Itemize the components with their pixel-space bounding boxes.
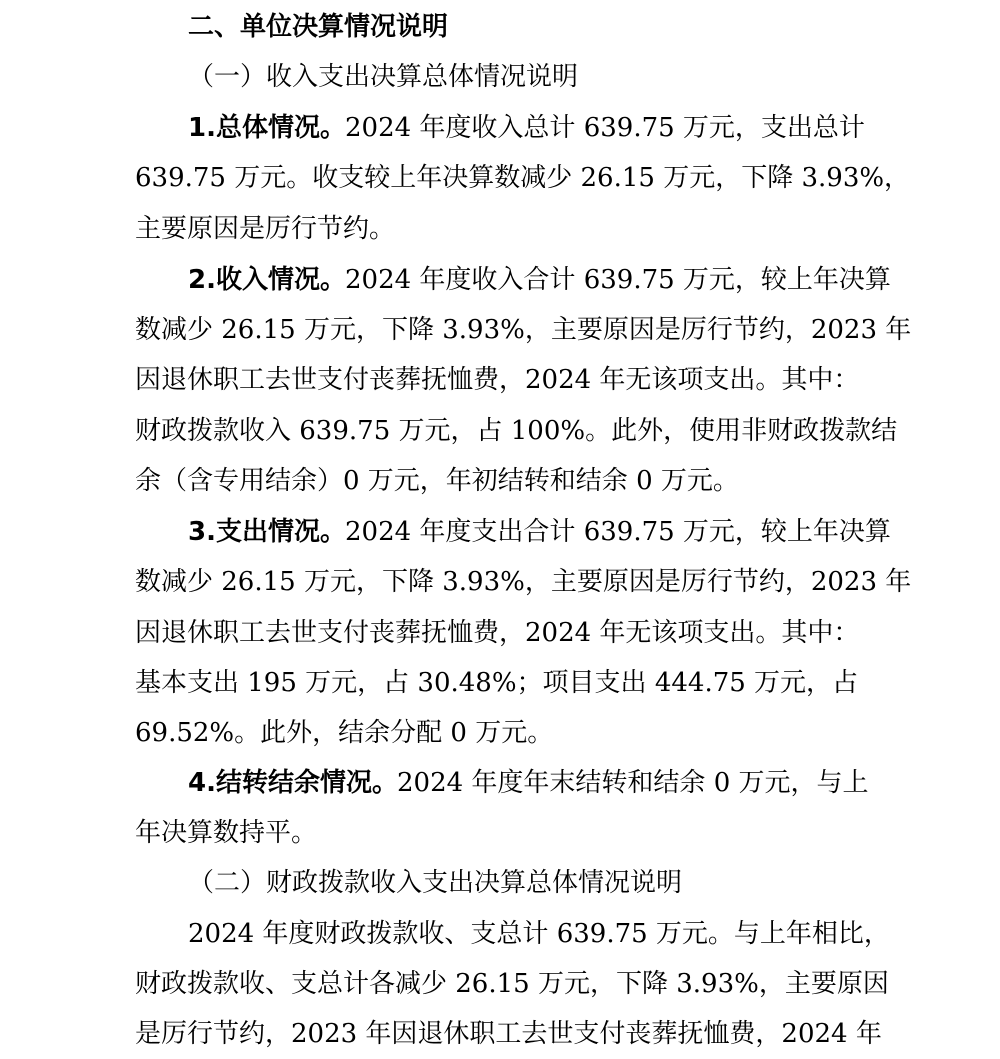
paragraph-line bbox=[0, 153, 1000, 203]
paragraph-text: 69.52%。此外，结余分配 0 万元。 bbox=[135, 718, 554, 748]
paragraph-text: 2024 年度收入合计 639.75 万元，较上年决算 bbox=[345, 265, 891, 295]
paragraph-text: 财政拨款收入 639.75 万元，占 100%。此外，使用非财政拨款结 bbox=[135, 416, 898, 446]
paragraph-line bbox=[0, 1009, 1000, 1059]
paragraph-line bbox=[0, 255, 1000, 305]
paragraph-lead-income: 2.收入情况。 bbox=[188, 265, 346, 295]
paragraph-text: 数减少 26.15 万元，下降 3.93%，主要原因是厉行节约，2023 年 bbox=[135, 315, 912, 345]
paragraph-text: 数减少 26.15 万元，下降 3.93%，主要原因是厉行节约，2023 年 bbox=[135, 567, 912, 597]
paragraph-line bbox=[0, 204, 1000, 254]
subsection-title-1: （一）收入支出决算总体情况说明 bbox=[188, 62, 579, 92]
paragraph-line bbox=[0, 909, 1000, 959]
paragraph-text: 因退休职工去世支付丧葬抚恤费，2024 年无该项支出。其中： bbox=[135, 365, 860, 395]
subsection-title-2: （二）财政拨款收入支出决算总体情况说明 bbox=[188, 868, 683, 898]
subsection-title-line bbox=[0, 52, 1000, 102]
section-title-line bbox=[0, 2, 1000, 52]
subsection-title-line bbox=[0, 858, 1000, 908]
paragraph-line bbox=[0, 758, 1000, 808]
paragraph-line bbox=[0, 959, 1000, 1009]
paragraph-text: 2024 年度支出合计 639.75 万元，较上年决算 bbox=[345, 517, 891, 547]
paragraph-line bbox=[0, 507, 1000, 557]
section-title: 二、单位决算情况说明 bbox=[188, 12, 449, 42]
paragraph-text: 余（含专用结余）0 万元，年初结转和结余 0 万元。 bbox=[135, 466, 739, 496]
paragraph-text: 2024 年度收入总计 639.75 万元，支出总计 bbox=[345, 113, 865, 143]
paragraph-text: 2024 年度财政拨款收、支总计 639.75 万元。与上年相比， bbox=[188, 919, 890, 949]
paragraph-text: 639.75 万元。收支较上年决算数减少 26.15 万元，下降 3.93%， bbox=[135, 163, 911, 193]
paragraph-line bbox=[0, 608, 1000, 658]
paragraph-line bbox=[0, 456, 1000, 506]
paragraph-text: 是厉行节约，2023 年因退休职工去世支付丧葬抚恤费，2024 年 bbox=[135, 1019, 882, 1049]
paragraph-text: 因退休职工去世支付丧葬抚恤费，2024 年无该项支出。其中： bbox=[135, 618, 860, 648]
paragraph-line bbox=[0, 305, 1000, 355]
paragraph-text: 主要原因是厉行节约。 bbox=[135, 214, 396, 244]
paragraph-lead-carryover: 4.结转结余情况。 bbox=[188, 768, 398, 798]
paragraph-line bbox=[0, 557, 1000, 607]
paragraph-text: 2024 年度年末结转和结余 0 万元，与上 bbox=[397, 768, 869, 798]
paragraph-text: 基本支出 195 万元，占 30.48%；项目支出 444.75 万元，占 bbox=[135, 668, 859, 698]
paragraph-line bbox=[0, 808, 1000, 858]
paragraph-line bbox=[0, 708, 1000, 758]
paragraph-lead-expenditure: 3.支出情况。 bbox=[188, 517, 346, 547]
paragraph-lead-overall: 1.总体情况。 bbox=[188, 113, 346, 143]
paragraph-line bbox=[0, 658, 1000, 708]
paragraph-text: 财政拨款收、支总计各减少 26.15 万元，下降 3.93%，主要原因 bbox=[135, 969, 889, 999]
paragraph-line bbox=[0, 406, 1000, 456]
paragraph-line bbox=[0, 103, 1000, 153]
paragraph-text: 年决算数持平。 bbox=[135, 818, 318, 848]
paragraph-line bbox=[0, 355, 1000, 405]
